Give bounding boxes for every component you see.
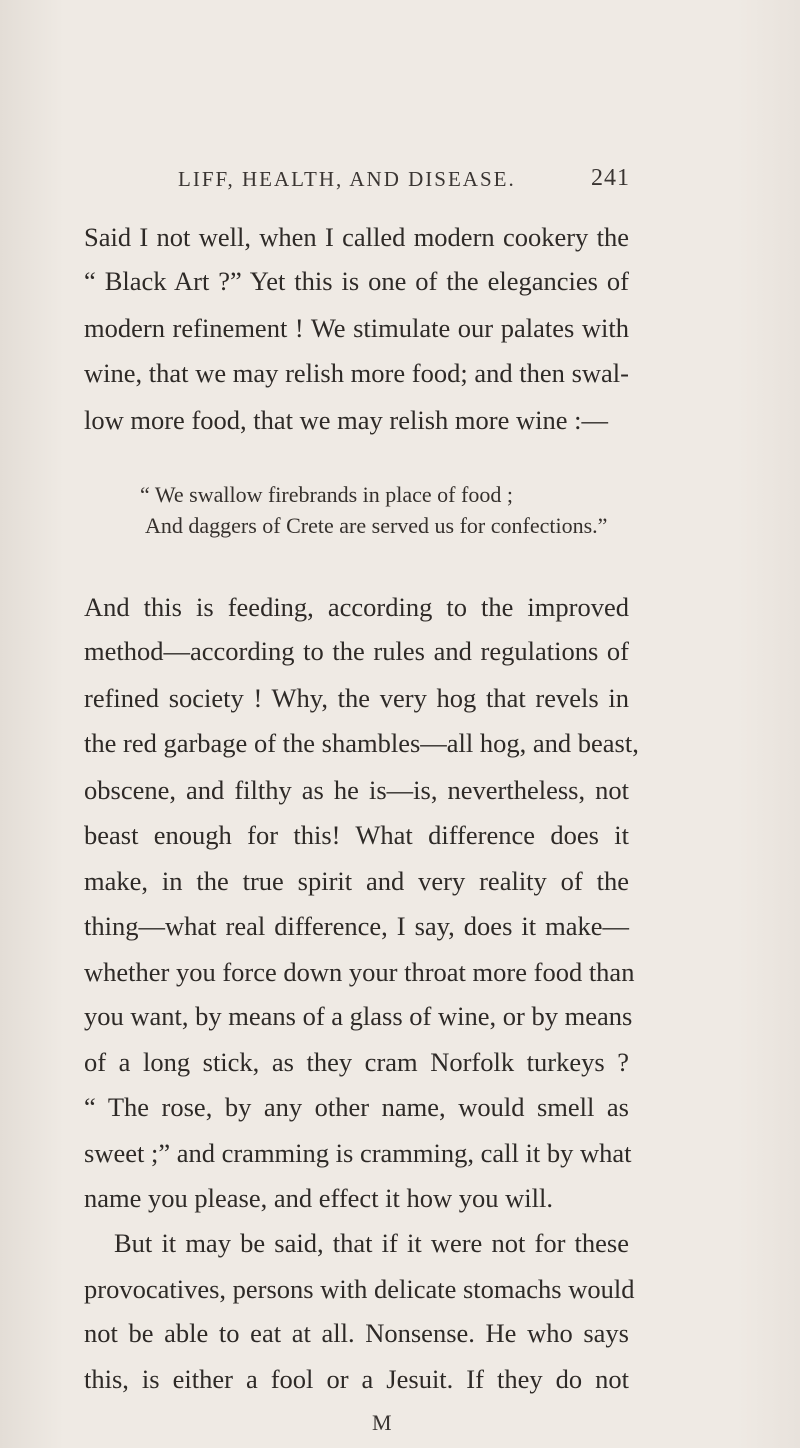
running-header [178, 157, 630, 197]
text-line: “ The rose, by any other name, would smell as [84, 1092, 629, 1122]
text-line: provocatives, persons with delicate stomachs would [84, 1274, 635, 1304]
header-title: LIFF, HEALTH, AND DISEASE. [178, 167, 516, 191]
text-line: And this is feeding, according to the improved [84, 592, 629, 622]
verse-line: And daggers of Crete are served us for confections.” [145, 513, 608, 538]
text-line: obscene, and filthy as he is—is, nevertheless, not [84, 775, 629, 805]
text-line: name you please, and effect it how you will. [84, 1183, 554, 1213]
text-line: method—according to the rules and regulations of [84, 636, 629, 666]
text-line: of a long stick, as they cram Norfolk turkeys ? [84, 1047, 629, 1077]
text-line: the red garbage of the shambles—all hog, and beast, [84, 728, 639, 758]
text-line: Said I not well, when I called modern cookery the [84, 222, 629, 252]
text-line: But it may be said, that if it were not for these [114, 1228, 629, 1258]
text-line: refined society ! Why, the very hog that revels in [84, 683, 629, 713]
signature-mark: M [372, 1410, 392, 1435]
text-line: sweet ;” and cramming is cramming, call it by what [84, 1138, 632, 1168]
text-line: make, in the true spirit and very reality of the [84, 866, 629, 896]
text-line: low more food, that we may relish more wine :— [84, 405, 608, 435]
text-line: “ Black Art ?” Yet this is one of the elegancies of [84, 266, 629, 296]
text-line: wine, that we may relish more food; and then swal- [84, 358, 629, 388]
text-line: this, is either a fool or a Jesuit. If they do not [84, 1364, 629, 1394]
page-number: 241 [591, 165, 630, 191]
text-line: beast enough for this! What difference does it [84, 820, 629, 850]
text-line: whether you force down your throat more food than [84, 957, 635, 987]
verse-line: “ We swallow firebrands in place of food ; [140, 482, 513, 507]
text-line: modern refinement ! We stimulate our palates with [84, 313, 629, 343]
text-line: not be able to eat at all. Nonsense. He who says [84, 1318, 629, 1348]
text-line: you want, by means of a glass of wine, or by means [84, 1001, 633, 1031]
text-line: thing—what real difference, I say, does it make— [84, 911, 629, 941]
